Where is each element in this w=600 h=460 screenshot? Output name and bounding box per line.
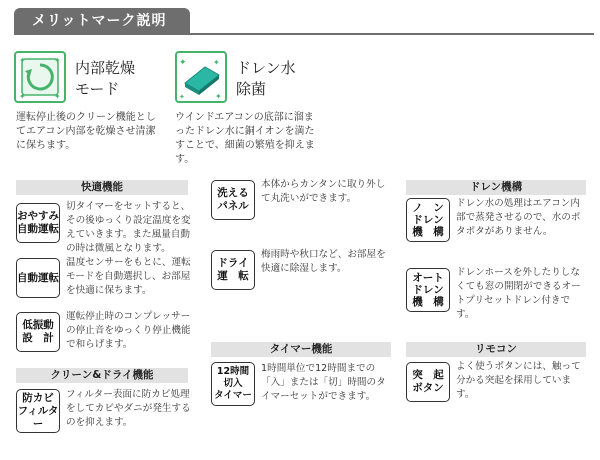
feature-auto-drain-desc: ドレンホースを外したりしなくても窓の開閉ができるオートプリセットドレン付きです。 (456, 267, 581, 320)
svg-text:✦: ✦ (54, 92, 61, 101)
svg-text:✦: ✦ (215, 92, 222, 101)
interior-dry-icon (14, 51, 66, 103)
feature-dry-badge: ドライ 運 転 (211, 250, 255, 290)
feature-non-drain-desc: ドレン水の処理はエアコン内部で蒸発させるので、水のポタポタがありません。 (456, 198, 581, 237)
merit-interior-dry-title (75, 58, 135, 100)
svg-text:✦: ✦ (179, 93, 185, 101)
merit-drain-water-desc: ウインドエアコンの底部に溜まったドレン水に銅イオンを満たすことで、細菌の繁殖を抑えます。 (175, 112, 315, 165)
feature-washable-desc: 本体からカンタンに取り外して丸洗いができます。 (261, 179, 386, 204)
feature-non-drain-badge: ノ ン ドレン 機 構 (406, 198, 450, 242)
svg-text:✦: ✦ (19, 92, 26, 101)
svg-text:✦: ✦ (19, 56, 26, 65)
feature-washable-badge: 洗える パネル (211, 180, 255, 220)
feature-oyasumi-badge: おやすみ 自動運転 (16, 203, 60, 243)
svg-text:✦: ✦ (54, 56, 61, 65)
feature-timer12-desc: 1時間単位で12時間までの「入」または「切」時間のタイマーセットができます。 (261, 363, 386, 402)
merit-drain-water-title-line2: 除菌 (236, 80, 267, 98)
section-clean-dry: クリーン&ドライ機能 (16, 368, 188, 383)
feature-auto-desc: 温度センサーをもとに、運転モードを自動選択し、お部屋を快適に保ちます。 (66, 257, 191, 296)
merit-interior-dry-desc: 運転停止後のクリーン機能としてエアコン内部を乾燥させ清潔に保ちます。 (16, 112, 156, 151)
feature-protrude-button-desc: よく使うボタンには、触って分かる突起を採用しています。 (456, 361, 581, 400)
section-timer: タイマー機能 (211, 342, 391, 357)
merit-drain-water-title (236, 58, 296, 100)
svg-text:✦: ✦ (179, 58, 187, 68)
merit-interior-dry-title-line2: モード (75, 80, 120, 98)
merit-drain-water-title-line1: ドレン水 (236, 59, 296, 77)
drain-water-icon (175, 51, 227, 103)
merit-interior-dry-title-line1: 内部乾燥 (75, 59, 136, 77)
feature-low-vibration-badge: 低振動 設 計 (16, 312, 60, 352)
feature-auto-badge: 自動運転 (16, 258, 60, 298)
feature-mold-filter-badge: 防カビ フィルター (16, 389, 60, 433)
feature-dry-desc: 梅雨時や秋口など、お部屋を快適に除湿します。 (261, 249, 386, 274)
page-title: メリットマーク説明 (14, 8, 190, 35)
feature-auto-drain-badge: オート ドレン 機 構 (406, 268, 450, 312)
section-remote: リモコン (406, 342, 586, 357)
section-drain: ドレン機構 (406, 180, 586, 195)
svg-text:✦: ✦ (213, 58, 220, 67)
title-underline (14, 33, 594, 35)
feature-oyasumi-desc: 切タイマーをセットすると、その後ゆっくり設定温度を変えていきます。また風量自動の時は微風となります。 (66, 201, 191, 254)
feature-protrude-button-badge: 突 起 ボタン (406, 362, 450, 402)
feature-low-vibration-desc: 運転停止時のコンプレッサーの停止音をゆっくり停止機能で和らげます。 (66, 311, 191, 350)
feature-mold-filter-desc: フィルター表面に防カビ処理をしてカビやダニが発生するのを抑えます。 (66, 389, 191, 428)
section-comfort: 快適機能 (16, 180, 188, 195)
feature-timer12-badge: 12時間 切入 タイマー (211, 362, 255, 406)
